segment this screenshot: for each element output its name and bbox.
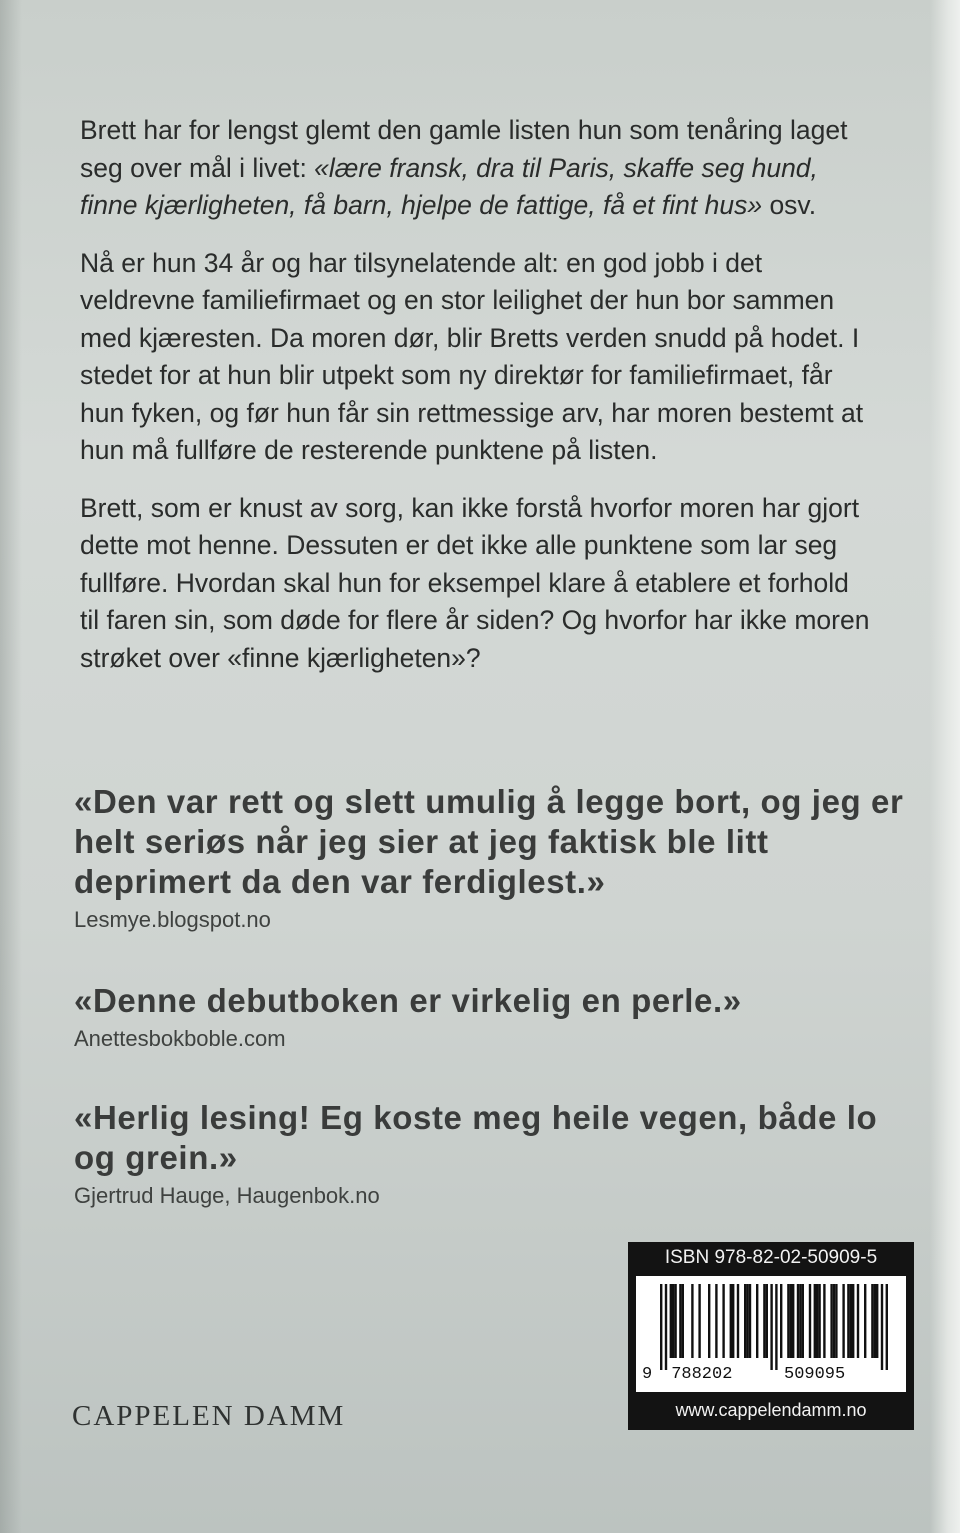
quote-source: Lesmye.blogspot.no — [74, 907, 271, 932]
barcode-bar — [802, 1284, 804, 1358]
review-quote-1 — [74, 782, 904, 934]
barcode-bar — [674, 1284, 676, 1358]
publisher-logo: CAPPELEN DAMM — [72, 1400, 346, 1432]
barcode-bar — [766, 1284, 768, 1358]
barcode-bar — [672, 1284, 674, 1358]
barcode-bar — [852, 1284, 854, 1358]
barcode — [636, 1276, 906, 1392]
barcode-bar — [665, 1284, 667, 1370]
barcode-bar — [850, 1284, 852, 1358]
barcode-bar — [763, 1284, 765, 1358]
barcode-bar — [679, 1284, 681, 1358]
barcode-bar — [809, 1284, 811, 1358]
blurb-paragraph-3: Brett, som er knust av sorg, kan ikke forstå hvorfor moren har gjort dette mot henne. Dessuten er det ikke alle punktene som lar seg fullføre. Hvordan skal hun for eksempel klare å etablere et forhold til faren sin, som døde for flere år siden? Og hvorfor har ikke moren strøket over «finne kjærligheten»? — [80, 492, 870, 673]
barcode-bar — [746, 1284, 748, 1358]
barcode-bar — [833, 1284, 835, 1358]
barcode-bar — [864, 1284, 866, 1358]
barcode-bar — [835, 1284, 837, 1358]
barcode-bar — [797, 1284, 799, 1358]
barcode-bar — [691, 1284, 693, 1358]
blurb-paragraph-2: Nå er hun 34 år og har tilsynelatende alt: en god jobb i det veldrevne familiefirmaet og en stor leilighet der hun bor sammen med kjæresten. Da moren dør, blir Bretts verden snudd på hodet. I stedet for at hun blir utpekt som ny direktør for familiefirmaet, får hun fyken, og før hun får sin rettmessige arv, har moren bestemt at hun må fullføre de resterende punktene på listen. — [80, 247, 864, 465]
barcode-bar — [823, 1284, 825, 1358]
review-quote-2 — [74, 981, 904, 1053]
barcode-bar — [799, 1284, 801, 1358]
barcode-bar — [682, 1284, 684, 1358]
barcode-bar — [818, 1284, 820, 1358]
quote-source: Gjertrud Hauge, Haugenbok.no — [74, 1183, 380, 1208]
barcode-bar — [830, 1284, 832, 1358]
cover-edge-shadow — [0, 0, 22, 1533]
barcode-bar — [715, 1284, 717, 1358]
quote-text: «Denne debutboken er virkelig en perle.» — [74, 982, 742, 1019]
barcode-bar — [737, 1284, 739, 1358]
goal-list: «lære fransk, dra til Paris, skaffe seg hund, finne kjærligheten, få barn, hjelpe de fattige, få et fint hus» — [80, 152, 818, 220]
barcode-digits: 9 — [642, 1365, 653, 1384]
barcode-bar — [787, 1284, 789, 1358]
barcode-bar — [698, 1284, 700, 1358]
barcode-bar — [780, 1284, 782, 1358]
barcode-bar — [886, 1284, 888, 1370]
isbn-label: ISBN 978-82-02-50909-5 — [664, 1247, 878, 1268]
barcode-bar — [770, 1284, 772, 1370]
barcode-digits: 788202 — [671, 1365, 733, 1384]
barcode-bar — [732, 1284, 734, 1358]
barcode-bar — [730, 1284, 732, 1358]
barcode-bar — [871, 1284, 873, 1358]
barcode-graphic — [636, 1276, 906, 1392]
barcode-bar — [881, 1284, 883, 1370]
quote-text: «Herlig lesing! Eg koste meg heile vegen, både lo og grein.» — [74, 1099, 878, 1176]
quote-source: Anettesbokboble.com — [74, 1026, 286, 1051]
barcode-bar — [722, 1284, 724, 1358]
barcode-bar — [874, 1284, 876, 1358]
barcode-bar — [857, 1284, 859, 1358]
barcode-bar — [756, 1284, 758, 1358]
barcode-bar — [847, 1284, 849, 1358]
barcode-bar — [670, 1284, 672, 1358]
barcode-bar — [792, 1284, 794, 1358]
isbn-block — [628, 1242, 914, 1430]
barcode-bar — [660, 1284, 662, 1370]
cover-page-edge — [930, 0, 960, 1533]
blurb — [80, 112, 870, 697]
barcode-bar — [708, 1284, 710, 1358]
barcode-bar — [876, 1284, 878, 1358]
barcode-bar — [744, 1284, 746, 1358]
blurb-paragraph-1: Brett har for lengst glemt den gamle listen hun som tenåring laget seg over mål i livet: «lære fransk, dra til Paris, skaffe seg hund, finne kjærligheten, få barn, hjelpe de fattige, få et fint hus» osv. — [80, 115, 848, 220]
barcode-bar — [749, 1284, 751, 1358]
barcode-digits: 509095 — [784, 1365, 846, 1384]
quote-text: «Den var rett og slett umulig å legge bort, og jeg er helt seriøs når jeg sier at jeg faktisk ble litt deprimert da den var ferdiglest.» — [74, 783, 904, 900]
barcode-bar — [842, 1284, 844, 1358]
barcode-bar — [816, 1284, 818, 1358]
publisher-url: www.cappelendamm.no — [675, 1400, 867, 1420]
barcode-bar — [775, 1284, 777, 1370]
review-quote-3 — [74, 1098, 904, 1210]
barcode-bar — [790, 1284, 792, 1358]
barcode-bar — [814, 1284, 816, 1358]
